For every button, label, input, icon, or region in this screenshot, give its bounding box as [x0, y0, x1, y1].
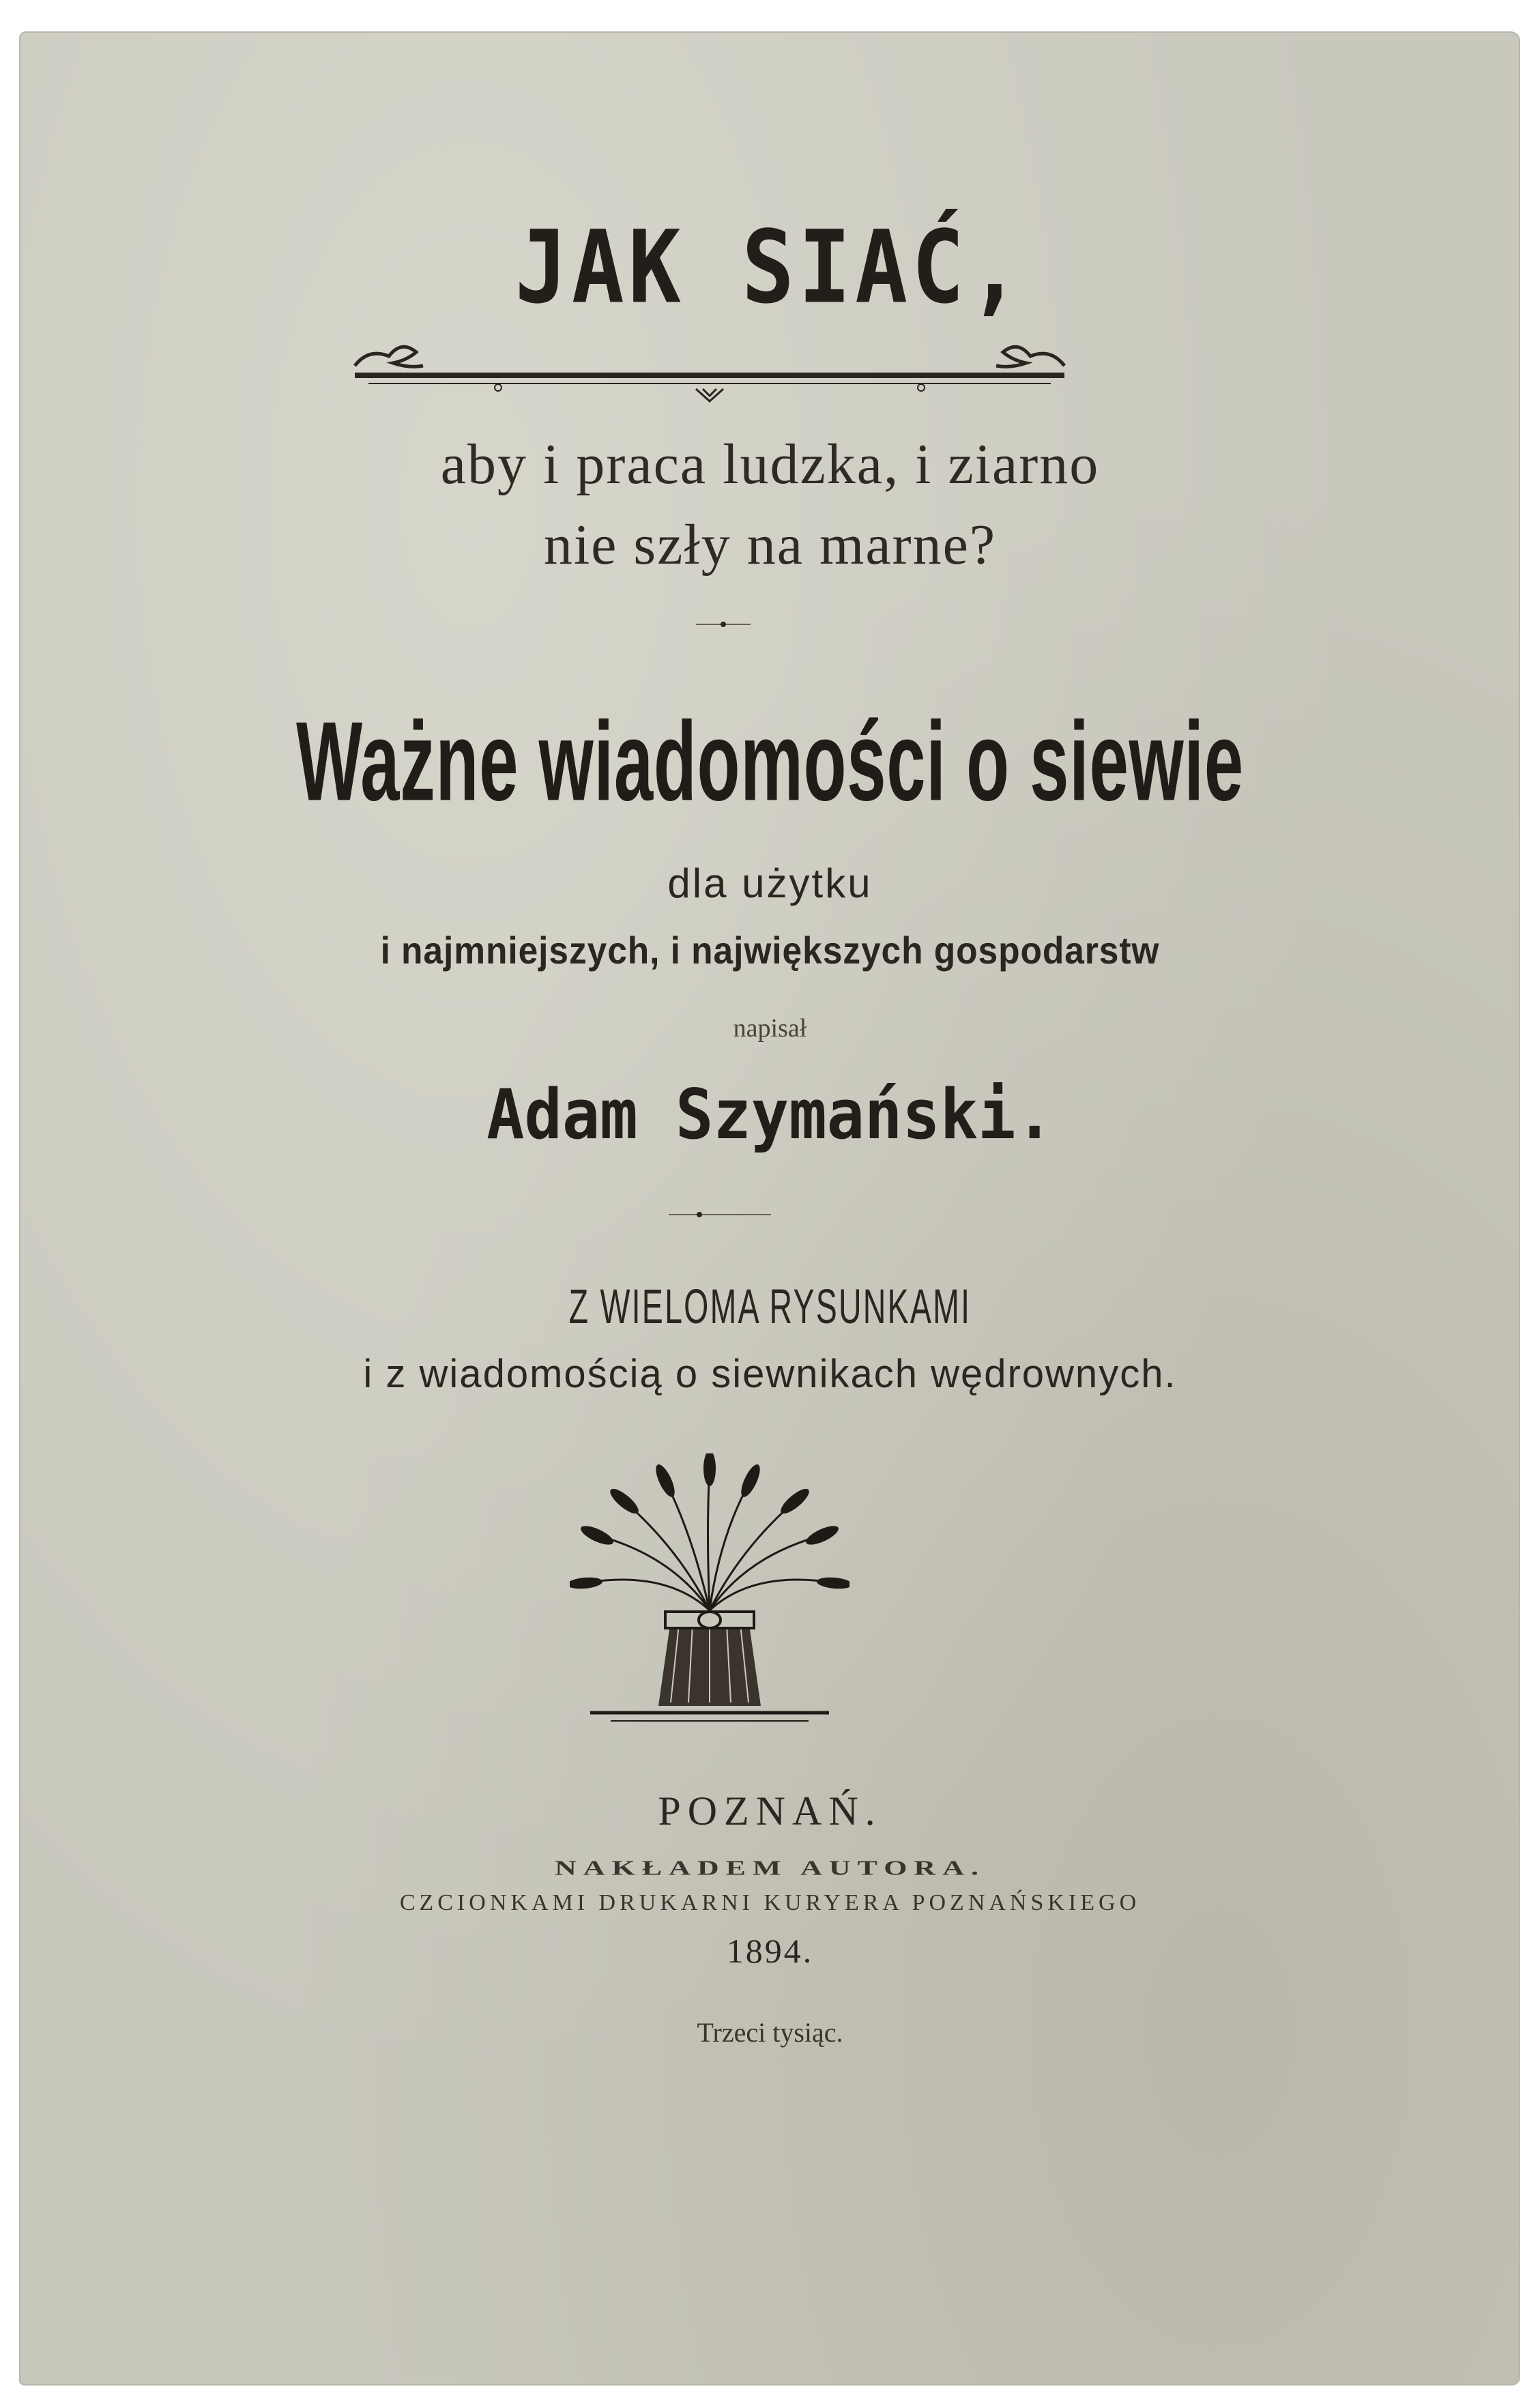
author-name: Adam Szymański.	[486, 1074, 1054, 1155]
edition-note: Trzeci tysiąc.	[697, 2017, 843, 2048]
dot-separator-2	[662, 1204, 778, 1225]
seeders-note: i z wiadomością o siewnikach wędrownych.	[363, 1352, 1177, 1396]
dot-separator-1	[689, 614, 757, 635]
book-title: JAK SIAĆ,	[514, 209, 1026, 327]
publication-year: 1894.	[726, 1932, 814, 1970]
printer-line: CZCIONKAMI DRUKARNI KURYERA POZNAŃSKIEGO	[399, 1890, 1141, 1915]
title-ornament-rule	[341, 321, 1078, 409]
illustrations-note: Z WIELOMA RYSUNKAMI	[568, 1279, 972, 1335]
for-use-line: dla użytku	[667, 860, 873, 906]
subtitle-line-2: nie szły na marne?	[543, 513, 997, 577]
main-heading: Ważne wiadomości o siewie	[296, 698, 1244, 824]
publisher-line: NAKŁADEM AUTORA.	[554, 1856, 985, 1880]
wheat-sheaf-engraving	[570, 1453, 849, 1733]
publication-city: POZNAŃ.	[658, 1788, 882, 1834]
farms-line: i najmniejszych, i największych gospodarstw	[380, 929, 1160, 972]
subtitle-line-1: aby i praca ludzka, i ziarno	[440, 433, 1100, 496]
written-by-label: napisał	[733, 1014, 807, 1043]
